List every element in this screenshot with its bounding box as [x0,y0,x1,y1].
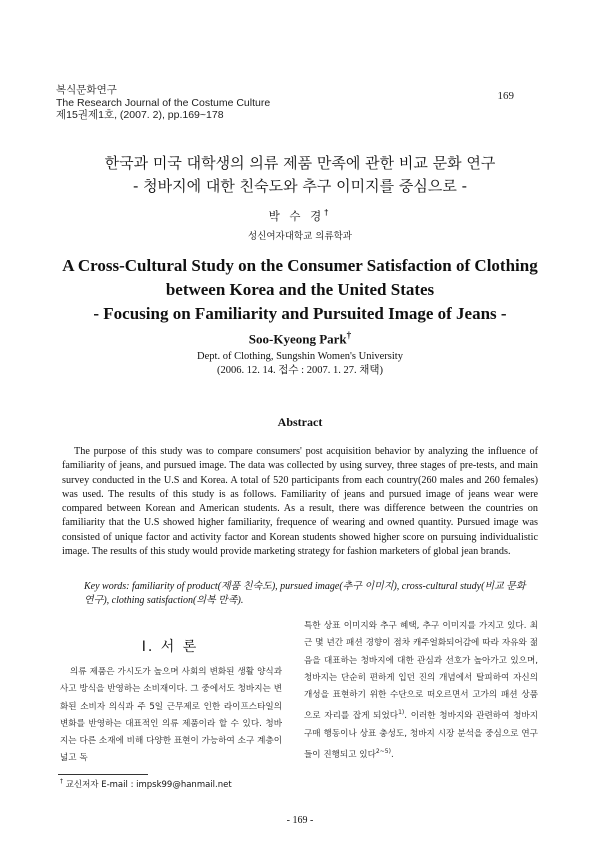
footnote-text: 교신저자 E-mail : impsk99@hanmail.net [65,780,232,790]
english-affiliation: Dept. of Clothing, Sungshin Women's University [197,351,403,362]
english-title [0,254,600,326]
section-heading-introduction: Ⅰ. 서 론 [141,639,199,655]
english-title-line2: between Korea and the United States [165,280,435,299]
page-number: 169 [497,90,514,102]
korean-author-name: 박 수 경 [268,209,325,223]
body-right-text-3: . [390,749,394,760]
corresponding-author-footnote [60,778,232,790]
abstract-heading: Abstract [277,415,323,429]
abstract-text: The purpose of this study was to compare consumers' post acquisition behavior by analyzing the influence of familiarity of jeans, and pursued image. The data was collected by using survey, three stages of pre-tests, and main survey conducted in the U.S and Korea. A total of 520 participants from each country(260 males and 260 females) was used. The results of this study is as follows. Familiarity of jeans and pursued image of jeans wear were compared between Korean and American students. As a result, there was difference between the countries on familiarity that the U.S showed higher familiarity, frequence of wearing and owned quantity. Pursued image was consisted of unique factor and activity factor and Korean students showed higher score on pursuing individualistic image. The results of this study would provide marketing strategy for fashion marketers of global jean brands. [62,446,538,558]
body-right-text-2: . 이러한 청바지와 관련하여 청바지 구매 행동이나 상표 충성도, 청바지 시장 분석을 중심으로 연구들이 진행되고 있다 [304,711,538,760]
footnote-mark: † [60,778,63,786]
body-left-column: 의류 제품은 가시도가 높으며 사회의 변화된 생활 양식과 사고 방식을 반영하는 소비재이다. 그 중에서도 청바지는 변화된 소비자 의식과 주 5일 근무제로 인한 라이프스타일의 변화를 반영하는 대표적인 의류 제품이라 할 수 있다. 청바지는 다른 소재에 비해 다양한 표현이 가능하여 소구 계층이 넓고 독 [60,667,282,764]
keywords: Key words: familiarity of product(제품 친숙도), pursued image(추구 이미지), cross-cultural study(비교 문화 연구), clothing satisfaction(의복 만족). [84,581,526,606]
english-title-line3: - Focusing on Familiarity and Pursuited Image of Jeans - [93,304,507,323]
korean-affiliation: 성신여자대학교 의류학과 [248,231,352,242]
korean-author [0,208,600,224]
citation-ref-1: 1) [398,709,405,717]
journal-volume: 제15권제1호, (2007. 2), pp.169~178 [56,109,224,121]
english-author [0,330,600,347]
body-right-text-1: 특한 상표 이미지와 추구 혜택, 추구 이미지를 가지고 있다. 최근 몇 년간 패션 경향이 점차 캐주얼화되어감에 따라 자유와 젊음을 대표하는 청바지에 대한 관심과 선호가 높아가고 있으며, 청바지는 단순히 편하게 입던 진의 개념에서 탈피하여 자신의 개성을 표현하기 위한 수단으로 떠오르면서 고가의 패션 상품으로 자리를 잡게 되었다 [304,621,538,722]
english-affiliation-block [0,350,600,378]
korean-title-line2: - 청바지에 대한 친숙도와 추구 이미지를 중심으로 - [132,177,467,195]
korean-title [0,152,600,198]
journal-name-ko: 복식문화연구 [56,84,117,96]
journal-name-en: The Research Journal of the Costume Culture [56,96,271,109]
journal-header [56,84,270,122]
english-title-line1: A Cross-Cultural Study on the Consumer Satisfaction of Clothing [62,256,538,275]
english-author-name: Soo-Kyeong Park [248,331,347,347]
footer-page-number: - 169 - [286,815,314,826]
author-mark: † [324,208,332,218]
korean-title-line1: 한국과 미국 대학생의 의류 제품 만족에 관한 비교 문화 연구 [104,154,496,172]
body-right-column [304,618,538,764]
footnote-divider [58,774,148,775]
author-mark-en: † [346,330,352,340]
received-dates: (2006. 12. 14. 접수 : 2007. 1. 27. 채택) [217,365,383,376]
citation-ref-2: 2~5) [375,747,391,755]
